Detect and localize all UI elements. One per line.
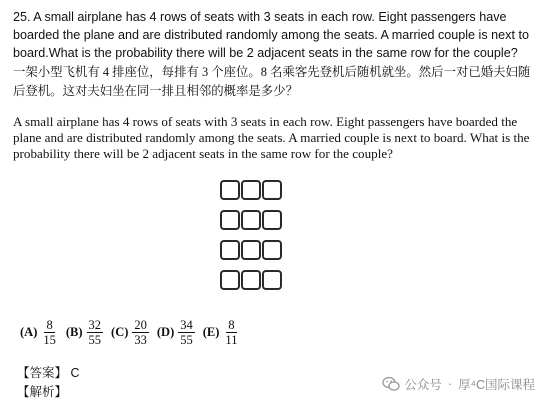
choice-label: (C) bbox=[111, 325, 129, 339]
choice-d bbox=[157, 318, 195, 347]
choice-e bbox=[203, 318, 240, 347]
seat-row bbox=[220, 270, 290, 290]
answer-value: C bbox=[70, 366, 80, 380]
choice-label: (E) bbox=[202, 325, 220, 339]
fraction-denominator: 55 bbox=[180, 333, 193, 347]
fraction-denominator: 33 bbox=[134, 333, 147, 347]
question-chinese: 一架小型飞机有 4 排座位，每排有 3 个座位。8 名乘客先登机后随机就坐。然后一对已婚夫妇随后登机。这对夫妇坐在同一排且相邻的概率是多少？ bbox=[13, 65, 531, 98]
seat bbox=[262, 240, 282, 260]
seat-row bbox=[220, 240, 290, 260]
fraction-numerator: 8 bbox=[46, 318, 53, 332]
seat bbox=[220, 240, 240, 260]
analysis-line bbox=[17, 382, 67, 400]
choice-fraction bbox=[41, 318, 58, 347]
seat-row bbox=[220, 210, 290, 230]
fraction-numerator: 32 bbox=[88, 318, 102, 332]
fraction-denominator: 55 bbox=[88, 333, 102, 347]
seat bbox=[262, 180, 282, 200]
seat bbox=[241, 180, 261, 200]
seat bbox=[241, 210, 261, 230]
seat bbox=[220, 270, 240, 290]
answer-label: 【答案】 bbox=[17, 366, 68, 380]
answer-choices bbox=[20, 318, 247, 347]
fraction-numerator: 8 bbox=[228, 318, 235, 332]
choice-c bbox=[111, 318, 149, 347]
choice-fraction bbox=[132, 318, 149, 347]
seat bbox=[220, 210, 240, 230]
fraction-numerator: 20 bbox=[134, 318, 147, 332]
question-original: A small airplane has 4 rows of seats with 3 seats in each row. Eight passengers have boarded the plane and are distributed randomly among the seats. A married couple is next to board. What is the probability there will be 2 adjacent seats in the same row for the couple? bbox=[13, 114, 530, 161]
choice-a bbox=[20, 318, 58, 347]
wechat-icon bbox=[382, 376, 400, 392]
watermark-account: 厚⁴C国际课程 bbox=[458, 378, 535, 392]
choice-label: (B) bbox=[65, 325, 83, 339]
choice-b bbox=[66, 318, 103, 347]
seat-grid bbox=[220, 180, 290, 300]
question-english: 25. A small airplane has 4 rows of seats with 3 seats in each row. Eight passengers have boarded the plane and are distributed randomly among the seats. A married couple is next to board.What is the probability there will be 2 adjacent seats in the same row for the couple? bbox=[13, 10, 529, 60]
watermark bbox=[382, 375, 535, 393]
seat bbox=[262, 210, 282, 230]
choice-fraction bbox=[87, 318, 104, 347]
choice-label: (A) bbox=[20, 325, 38, 339]
watermark-dot: · bbox=[447, 377, 453, 391]
answer-line bbox=[17, 363, 80, 381]
fraction-denominator: 11 bbox=[225, 333, 238, 347]
choice-fraction bbox=[223, 318, 239, 347]
seat bbox=[241, 240, 261, 260]
choice-label: (D) bbox=[156, 325, 175, 339]
fraction-denominator: 15 bbox=[43, 333, 56, 347]
watermark-platform: 公众号 bbox=[404, 378, 442, 392]
seat-row bbox=[220, 180, 290, 200]
fraction-numerator: 34 bbox=[180, 318, 193, 332]
seat bbox=[262, 270, 282, 290]
seat bbox=[241, 270, 261, 290]
analysis-label: 【解析】 bbox=[17, 385, 68, 399]
seat bbox=[220, 180, 240, 200]
choice-fraction bbox=[178, 318, 195, 347]
